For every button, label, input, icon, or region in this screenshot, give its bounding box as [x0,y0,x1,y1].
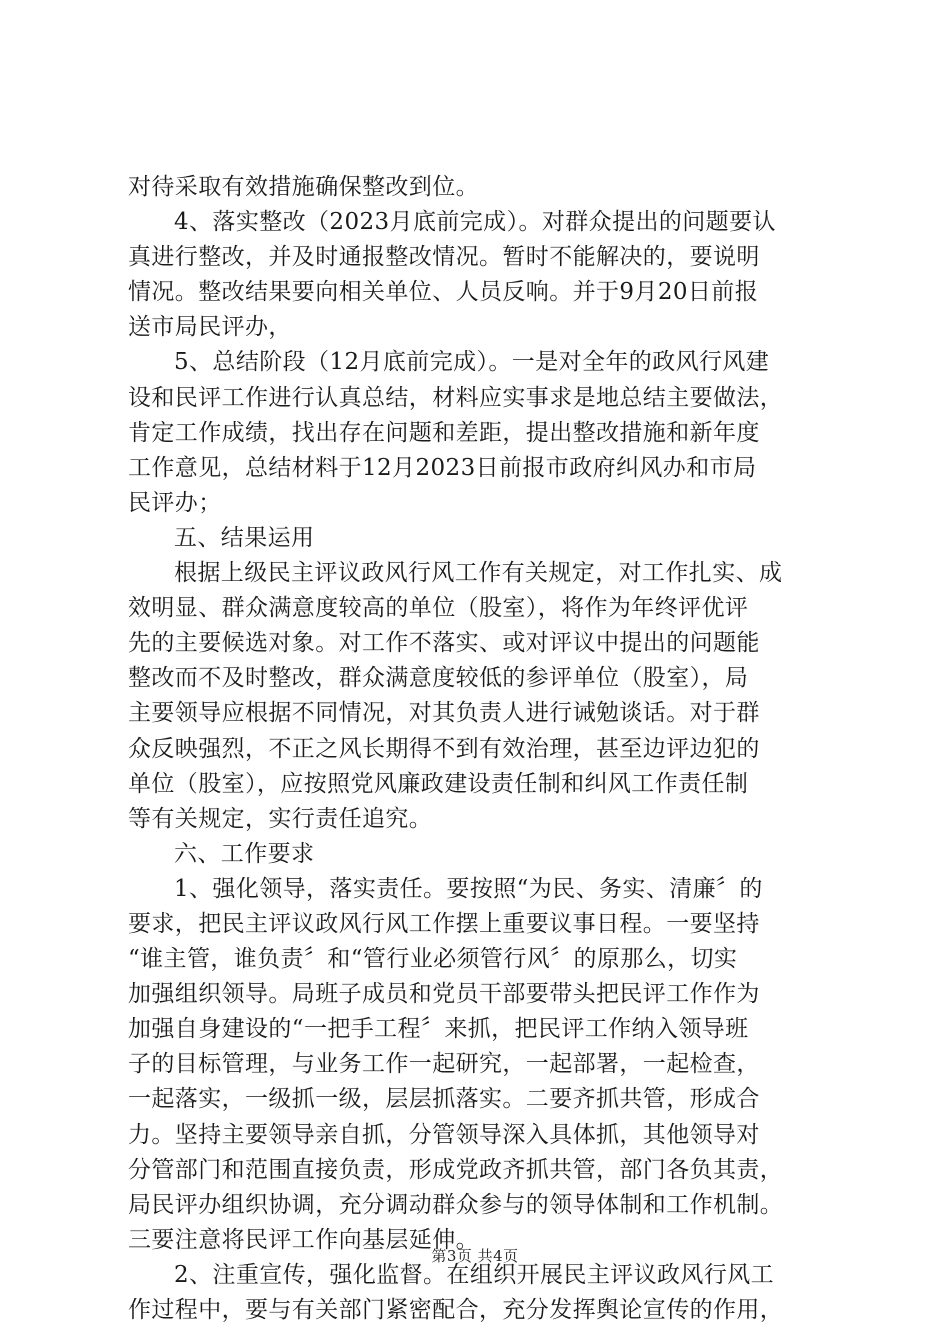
text-line: 2、注重宣传，强化监督。在组织开展民主评议政风行风工 [174,1261,775,1288]
text-line: 1、强化领导，落实责任。要按照“为民、务实、清廉〞的 [174,875,763,902]
text-line: 单位（股室），应按照党风廉政建设责任制和纠风工作责任制 [128,770,749,797]
text-line: 主要领导应根据不同情况，对其负责人进行诫勉谈话。对于群 [128,700,760,727]
page-footer: 第3页 共4页 [431,1247,519,1265]
text-line: 真进行整改，并及时通报整改情况。暂时不能解决的，要说明 [128,244,760,271]
text-line: 加强组织领导。局班子成员和党员干部要带头把民评工作作为 [128,981,760,1008]
text-line: 设和民评工作进行认真总结，材料应实事求是地总结主要做法， [128,384,784,411]
text-line: 整改而不及时整改，群众满意度较低的参评单位（股室），局 [128,665,749,692]
text-line: 情况。整改结果要向相关单位、人员反响。并于9月20日前报 [128,279,759,306]
text-line: 肯定工作成绩，找出存在问题和差距，提出整改措施和新年度 [128,419,760,446]
text-line: 力。坚持主要领导亲自抓，分管领导深入具体抓，其他领导对 [128,1121,760,1148]
text-line: 效明显、群众满意度较高的单位（股室），将作为年终评优评 [128,595,749,622]
text-line: 分管部门和范围直接负责，形成党政齐抓共管，部门各负其责， [128,1156,784,1183]
text-line: 先的主要候选对象。对工作不落实、或对评议中提出的问题能 [128,630,760,657]
text-line: 根据上级民主评议政风行风工作有关规定，对工作扎实、成 [174,560,783,587]
text-line: 对待采取有效措施确保整改到位。 [128,174,479,200]
text-line: 众反映强烈，不正之风长期得不到有效治理，甚至边评边犯的 [128,735,760,762]
text-line: 局民评办组织协调，充分调动群众参与的领导体制和工作机制。 [128,1191,784,1218]
text-line: 加强自身建设的“一把手工程〞来抓，把民评工作纳入领导班 [128,1016,749,1043]
text-line: 送市局民评办， [128,314,292,341]
document-body [128,170,840,1328]
text-line: 民评办； [128,489,222,516]
text-line: 工作意见，总结材料于12月2023日前报市政府纠风办和市局 [128,454,757,481]
text-line: 一起落实，一级抓一级，层层抓落实。二要齐抓共管，形成合 [128,1086,760,1113]
text-line: 要求，把民主评议政风行风工作摆上重要议事日程。一要坚持 [128,910,760,937]
text-line: 五、结果运用 [174,524,315,551]
text-line: 三要注意将民评工作向基层延伸。 [128,1226,479,1253]
text-line: 等有关规定，实行责任追究。 [128,805,433,832]
text-line: 六、工作要求 [174,840,315,867]
text-line: 4、落实整改（2023月底前完成）。对群众提出的问题要认 [174,209,776,236]
text-line: “谁主管，谁负责〞和“管行业必须管行风〞的原那么，切实 [128,946,738,973]
text-line: 子的目标管理，与业务工作一起研究，一起部署，一起检查， [128,1051,760,1078]
text-line: 作过程中，要与有关部门紧密配合，充分发挥舆论宣传的作用， [128,1297,784,1323]
text-line: 5、总结阶段（12月底前完成）。一是对全年的政风行风建 [174,349,770,376]
